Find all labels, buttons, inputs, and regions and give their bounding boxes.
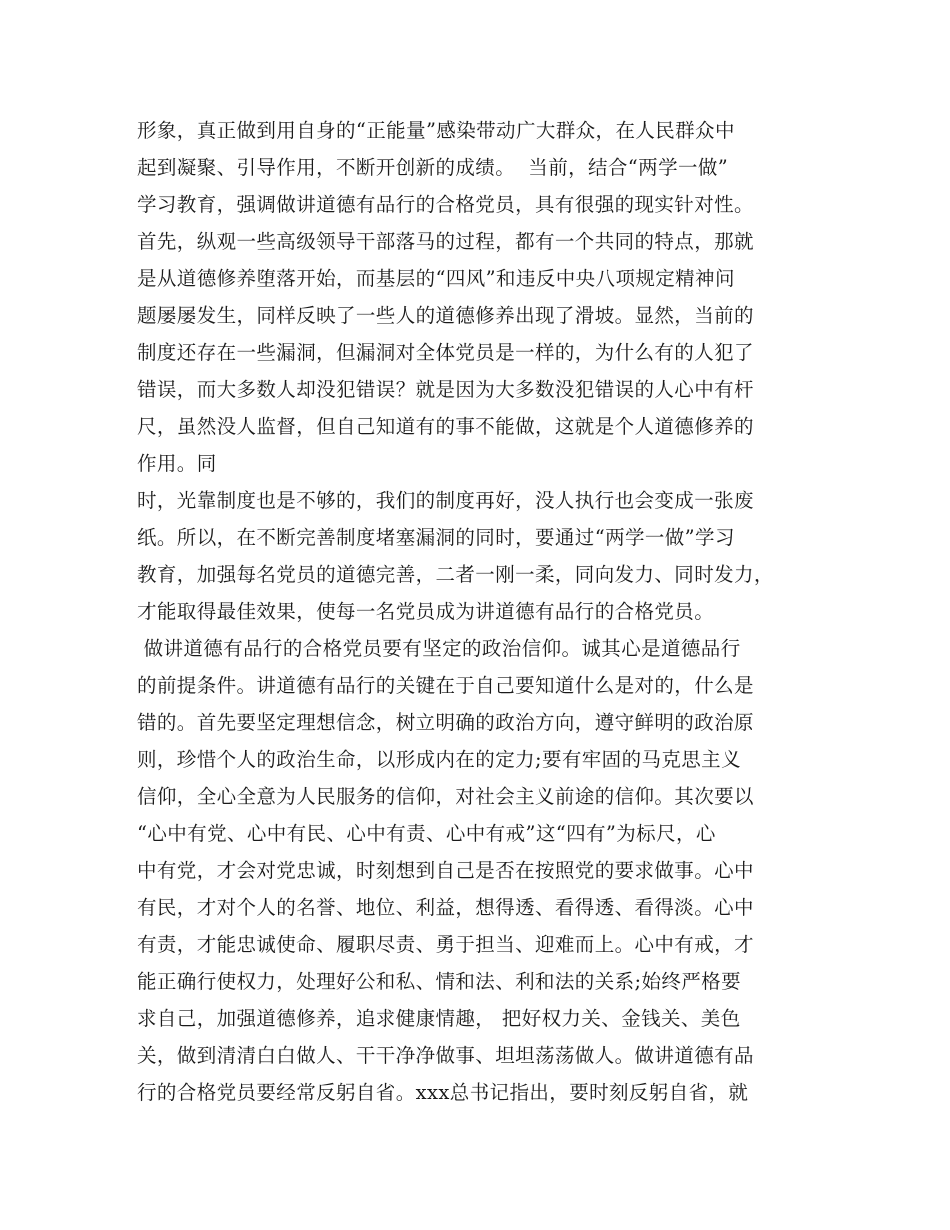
text-line: 学习教育，强调做讲道德有品行的合格党员，具有很强的现实针对性。 [137, 193, 754, 216]
text-line: 的前提条件。讲道德有品行的关键在于自己要知道什么是对的，什么是 [137, 674, 754, 697]
text-line: 制度还存在一些漏洞，但漏洞对全体党员是一样的，为什么有的人犯了 [137, 341, 754, 364]
body-text [137, 112, 827, 1111]
text-line: 教育，加强每名党员的道德完善，二者一刚一柔，同向发力、同时发力， [137, 563, 774, 586]
text-line: 信仰，全心全意为人民服务的信仰，对社会主义前途的信仰。其次要以 [137, 785, 754, 808]
text-line: 做讲道德有品行的合格党员要有坚定的政治信仰。诚其心是道德品行 [137, 637, 741, 660]
text-line: 题屡屡发生，同样反映了一些人的道德修养出现了滑坡。显然，当前的 [137, 304, 754, 327]
text-line: 作用。同 [137, 452, 217, 475]
text-line: 能正确行使权力，处理好公和私、情和法、利和法的关系;始终严格要 [137, 970, 741, 993]
text-line: 才能取得最佳效果，使每一名党员成为讲道德有品行的合格党员。 [137, 600, 715, 623]
text-line: “心中有党、心中有民、心中有责、心中有戒”这“四有”为标尺，心 [137, 822, 716, 845]
text-line: 中有党，才会对党忠诚，时刻想到自己是否在按照党的要求做事。心中 [137, 859, 754, 882]
text-line: 形象，真正做到用自身的“正能量”感染带动广大群众，在人民群众中 [137, 119, 735, 142]
text-line: 尺，虽然没人监督，但自己知道有的事不能做，这就是个人道德修养的 [137, 415, 754, 438]
text-line: 是从道德修养堕落开始，而基层的“四风”和违反中央八项规定精神问 [137, 267, 735, 290]
text-line: 起到凝聚、引导作用，不断开创新的成绩。 当前，结合“两学一做” [137, 156, 729, 179]
text-line: 错的。首先要坚定理想信念，树立明确的政治方向，遵守鲜明的政治原 [137, 711, 754, 734]
text-line: 有责，才能忠诚使命、履职尽责、勇于担当、迎难而上。心中有戒，才 [137, 933, 754, 956]
text-line: 纸。所以，在不断完善制度堵塞漏洞的同时，要通过“两学一做”学习 [137, 526, 735, 549]
text-line: 首先，纵观一些高级领导干部落马的过程，都有一个共同的特点，那就 [137, 230, 754, 253]
text-line: 有民，才对个人的名誉、地位、利益，想得透、看得透、看得淡。心中 [137, 896, 754, 919]
text-line: 关，做到清清白白做人、干干净净做事、坦坦荡荡做人。做讲道德有品 [137, 1044, 754, 1067]
text-line: 错误，而大多数人却没犯错误？就是因为大多数没犯错误的人心中有杆 [137, 378, 754, 401]
text-line: 时，光靠制度也是不够的，我们的制度再好，没人执行也会变成一张废 [137, 489, 754, 512]
text-line: 则，珍惜个人的政治生命，以形成内在的定力;要有牢固的马克思主义 [137, 748, 741, 771]
text-line: 行的合格党员要经常反躬自省。xxx总书记指出，要时刻反躬自省，就 [137, 1081, 749, 1104]
text-line: 求自己，加强道德修养，追求健康情趣， 把好权力关、金钱关、美色 [137, 1007, 741, 1030]
